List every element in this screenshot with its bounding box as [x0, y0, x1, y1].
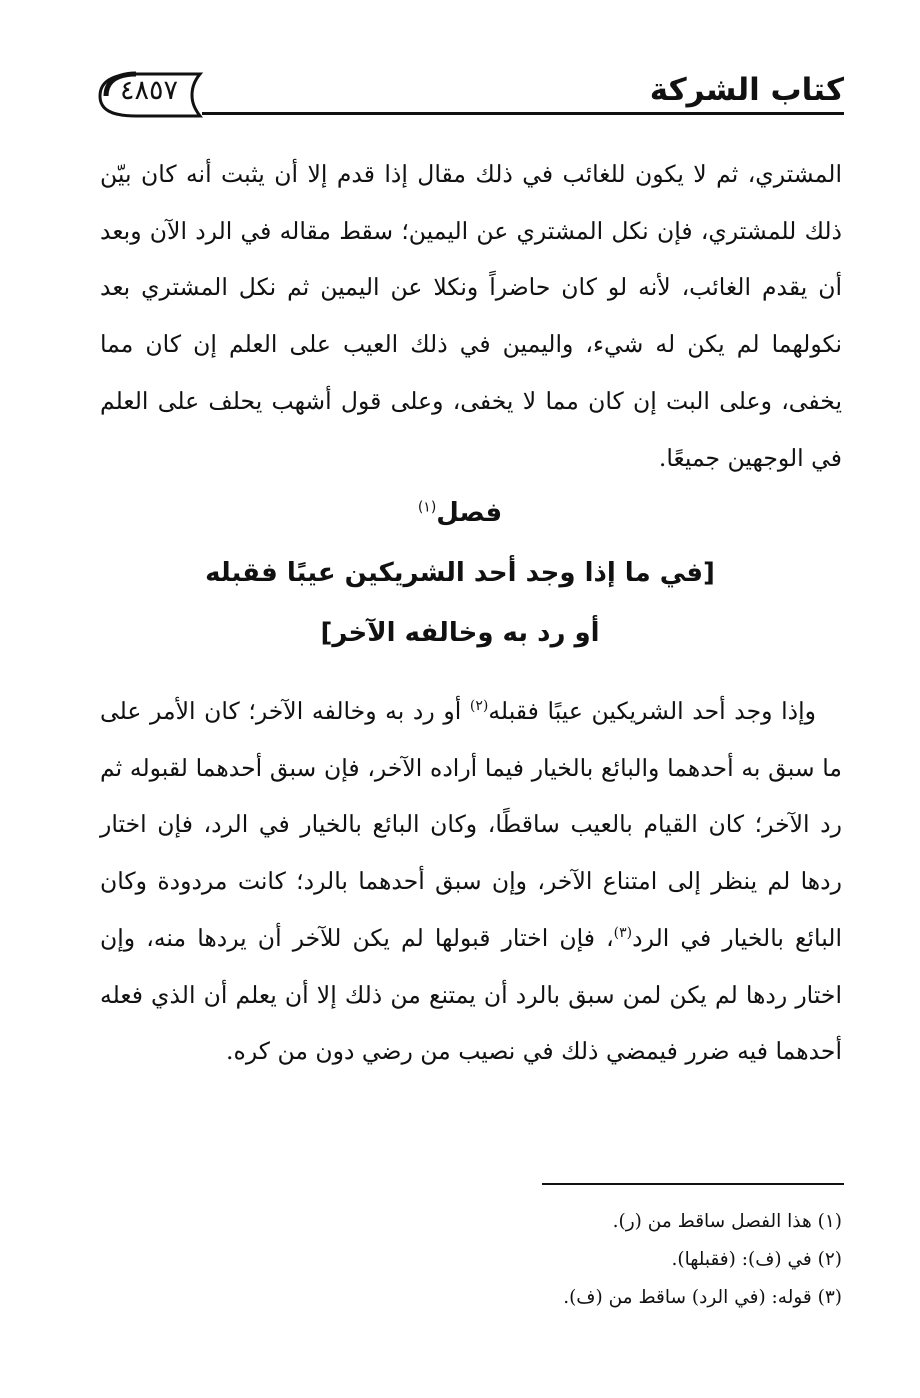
footnote-ref-3: (٣) — [613, 924, 633, 941]
footnote-1: (١) هذا الفصل ساقط من (ر). — [612, 1211, 842, 1232]
footnote-3: (٣) قوله: (في الرد) ساقط من (ف). — [563, 1287, 842, 1308]
footnotes — [100, 1203, 842, 1317]
paragraph-2-part-1: وإذا وجد أحد الشريكين عيبًا فقبله — [488, 697, 816, 725]
header-rule — [202, 112, 844, 115]
paragraph-2-part-3: ، فإن اختار قبولها لم يكن للآخر أن يردها منه، وإن اختار ردها لم يكن لمن سبق بالرد أن يمتنع من ذلك إلا أن يعلم أن الذي فعله أحدهما فيه ضرر فيمضي ذلك في نصيب من رضي دون من كره. — [100, 923, 842, 1066]
paragraph-2 — [100, 683, 842, 1080]
section-subtitle-line-1: [في ما إذا وجد أحد الشريكين عيبًا فقبله — [205, 558, 715, 588]
footnote-ref-1: (١) — [417, 499, 437, 516]
paragraph-2-part-2: أو رد به وخالفه الآخر؛ كان الأمر على ما سبق به أحدهما والبائع بالخيار فيما أراده الآخر، فإن سبق أحدهما لقبوله ثم رد الآخر؛ كان القيام بالعيب ساقطًا، وكان البائع بالخيار في الرد، فإن اختار ردها لم ينظر إلى امتناع الآخر، وإن سبق أحدهما بالرد؛ كانت مردودة وكان البائع بالخيار في الرد — [100, 697, 842, 952]
page-header — [96, 58, 844, 120]
book-title: كتاب الشركة — [649, 72, 844, 108]
paragraph-1: المشتري، ثم لا يكون للغائب في ذلك مقال إذا قدم إلا أن يثبت أنه كان بيّن ذلك للمشتري، فإن نكل المشتري عن اليمين؛ سقط مقاله في الرد الآن وبعد أن يقدم الغائب، لأنه لو كان حاضراً ونكلا عن اليمين ثم نكل المشتري بعد نكولهما لم يكن له شيء، واليمين في ذلك العيب على العلم إن كان مما يخفى، وعلى البت إن كان مما لا يخفى، وعلى قول أشهب يحلف على العلم في الوجهين جميعًا. — [100, 160, 842, 472]
page-number: ٤٨٥٧ — [119, 75, 178, 106]
footnote-separator — [542, 1183, 844, 1185]
section-subtitle-line-2: أو رد به وخالفه الآخر] — [320, 618, 600, 648]
section-heading-text: فصل — [436, 498, 503, 528]
footnote-2: (٢) في (ف): (فقبلها). — [671, 1249, 842, 1270]
footnote-ref-2: (٢) — [469, 698, 489, 715]
section-heading — [78, 498, 842, 538]
